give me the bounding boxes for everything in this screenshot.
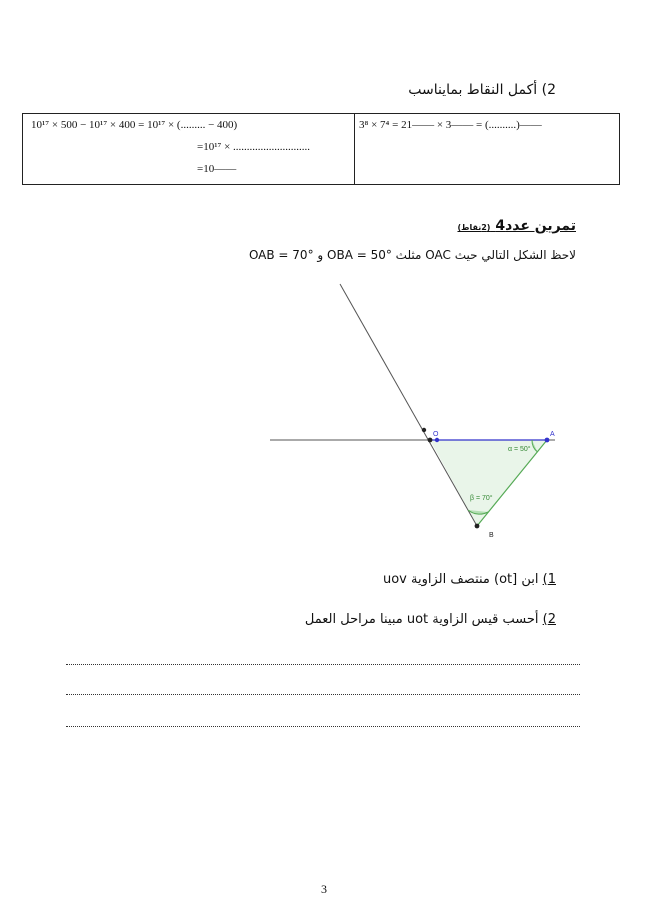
label-a: A (550, 431, 555, 438)
left-line-3: =10—— (197, 163, 237, 175)
section-title: 2) أكمل النقاط بمايناسب (408, 82, 556, 98)
question-2 (305, 612, 556, 627)
geometry-figure (250, 280, 580, 540)
right-line-1: 3⁸ × 7⁴ = 21—— × 3—— = (..........)—— (359, 119, 542, 131)
point-a (545, 438, 550, 443)
answer-line-2[interactable] (66, 694, 580, 695)
answer-line-3[interactable] (66, 726, 580, 727)
table-divider (354, 114, 355, 184)
point-near-o (435, 438, 439, 442)
question-2-text: أحسب قيس الزاوية uot مبينا مراحل العمل (304, 612, 539, 627)
question-1-text: ابن [ot) منتصف الزاوية uov (382, 572, 539, 587)
question-1-number: 1) (542, 572, 556, 587)
label-b: B (489, 532, 494, 539)
line-ob (340, 284, 477, 526)
answer-line-1[interactable] (66, 664, 580, 665)
math-table (22, 113, 620, 185)
label-alpha: α = 50° (508, 446, 531, 453)
exercise-points: (2نقاط) (457, 223, 491, 232)
point-o (428, 438, 433, 443)
observe-instruction: لاحظ الشكل التالي حيث OAC مثلث OBA = 50° و OAB = 70° (248, 248, 576, 262)
page-number: 3 (321, 882, 327, 896)
exercise-title-text: تمرين عدد4 (495, 218, 576, 234)
label-o: O (433, 431, 439, 438)
point-b (475, 524, 480, 529)
left-line-1: 10¹⁷ × 500 − 10¹⁷ × 400 = 10¹⁷ × (......... − 400) (31, 119, 238, 131)
label-beta: β = 70° (470, 495, 493, 502)
left-line-2: =10¹⁷ × ............................ (197, 141, 311, 153)
question-1 (383, 572, 556, 587)
exercise-title (457, 218, 576, 234)
point-upper (422, 428, 426, 432)
question-2-number: 2) (542, 612, 556, 627)
